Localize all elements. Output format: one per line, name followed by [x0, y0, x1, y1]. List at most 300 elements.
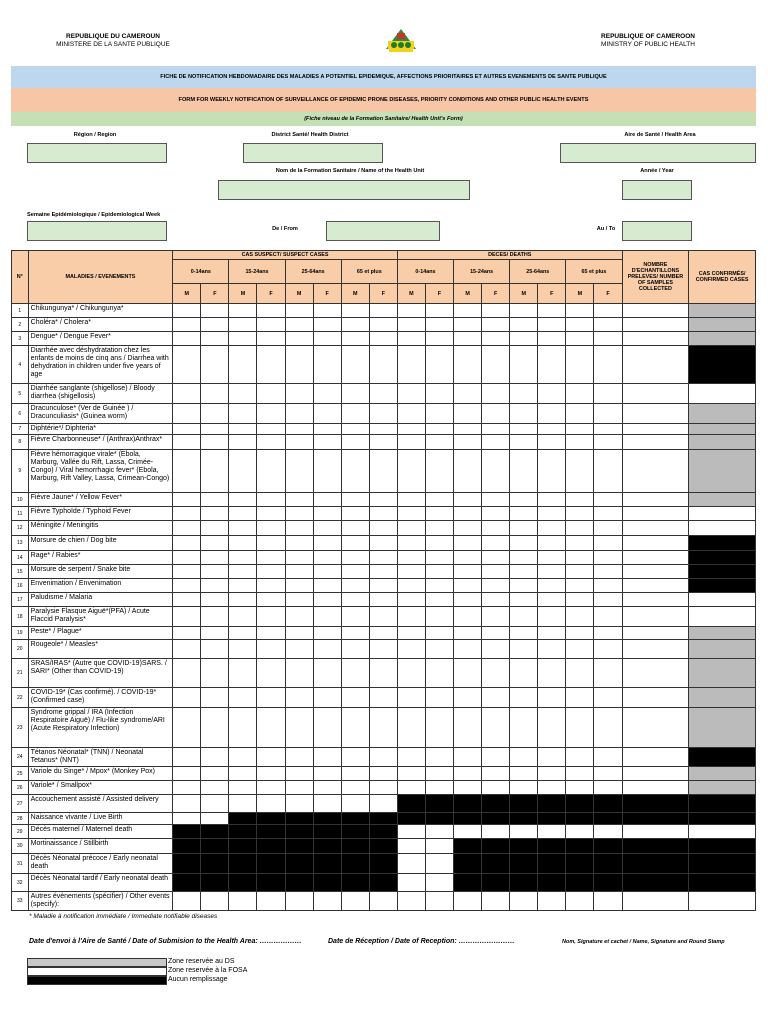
death-cell[interactable]	[510, 551, 538, 565]
death-cell[interactable]	[454, 708, 482, 748]
suspect-case-cell[interactable]	[173, 708, 201, 748]
suspect-case-cell[interactable]	[229, 435, 257, 450]
suspect-case-cell[interactable]	[369, 781, 397, 795]
death-cell[interactable]	[425, 507, 453, 521]
death-cell[interactable]	[397, 404, 425, 424]
death-cell[interactable]	[454, 607, 482, 627]
death-cell[interactable]	[594, 384, 622, 404]
suspect-case-cell[interactable]	[341, 659, 369, 688]
death-cell[interactable]	[425, 748, 453, 767]
death-cell[interactable]	[566, 521, 594, 536]
suspect-case-cell[interactable]	[257, 493, 285, 507]
samples-cell[interactable]	[622, 521, 689, 536]
suspect-case-cell[interactable]	[341, 304, 369, 318]
death-cell[interactable]	[425, 384, 453, 404]
samples-cell[interactable]	[622, 507, 689, 521]
suspect-case-cell[interactable]	[229, 607, 257, 627]
suspect-case-cell[interactable]	[201, 435, 229, 450]
suspect-case-cell[interactable]	[369, 708, 397, 748]
suspect-case-cell[interactable]	[229, 507, 257, 521]
suspect-case-cell[interactable]	[341, 404, 369, 424]
confirmed-cell[interactable]	[689, 384, 756, 404]
death-cell[interactable]	[425, 854, 453, 874]
death-cell[interactable]	[566, 781, 594, 795]
suspect-case-cell[interactable]	[173, 346, 201, 384]
death-cell[interactable]	[594, 708, 622, 748]
suspect-case-cell[interactable]	[201, 607, 229, 627]
death-cell[interactable]	[454, 627, 482, 640]
suspect-case-cell[interactable]	[369, 640, 397, 659]
suspect-case-cell[interactable]	[173, 640, 201, 659]
confirmed-cell[interactable]	[689, 593, 756, 607]
suspect-case-cell[interactable]	[285, 767, 313, 781]
suspect-case-cell[interactable]	[285, 346, 313, 384]
death-cell[interactable]	[594, 748, 622, 767]
suspect-case-cell[interactable]	[313, 767, 341, 781]
death-cell[interactable]	[510, 640, 538, 659]
suspect-case-cell[interactable]	[257, 332, 285, 346]
death-cell[interactable]	[538, 565, 566, 579]
suspect-case-cell[interactable]	[369, 565, 397, 579]
samples-cell[interactable]	[622, 551, 689, 565]
death-cell[interactable]	[510, 579, 538, 593]
death-cell[interactable]	[425, 346, 453, 384]
death-cell[interactable]	[594, 551, 622, 565]
suspect-case-cell[interactable]	[173, 318, 201, 332]
death-cell[interactable]	[454, 688, 482, 708]
death-cell[interactable]	[566, 748, 594, 767]
death-cell[interactable]	[594, 627, 622, 640]
death-cell[interactable]	[482, 493, 510, 507]
death-cell[interactable]	[538, 767, 566, 781]
suspect-case-cell[interactable]	[341, 767, 369, 781]
suspect-case-cell[interactable]	[341, 332, 369, 346]
death-cell[interactable]	[397, 892, 425, 911]
samples-cell[interactable]	[622, 565, 689, 579]
suspect-case-cell[interactable]	[369, 748, 397, 767]
confirmed-cell[interactable]	[689, 607, 756, 627]
suspect-case-cell[interactable]	[173, 767, 201, 781]
suspect-case-cell[interactable]	[229, 593, 257, 607]
suspect-case-cell[interactable]	[229, 565, 257, 579]
suspect-case-cell[interactable]	[201, 384, 229, 404]
death-cell[interactable]	[594, 435, 622, 450]
suspect-case-cell[interactable]	[341, 627, 369, 640]
suspect-case-cell[interactable]	[173, 579, 201, 593]
death-cell[interactable]	[538, 781, 566, 795]
death-cell[interactable]	[594, 450, 622, 493]
death-cell[interactable]	[454, 640, 482, 659]
death-cell[interactable]	[425, 579, 453, 593]
suspect-case-cell[interactable]	[201, 507, 229, 521]
suspect-case-cell[interactable]	[285, 435, 313, 450]
death-cell[interactable]	[482, 708, 510, 748]
death-cell[interactable]	[482, 304, 510, 318]
death-cell[interactable]	[482, 346, 510, 384]
suspect-case-cell[interactable]	[341, 318, 369, 332]
death-cell[interactable]	[425, 627, 453, 640]
samples-cell[interactable]	[622, 384, 689, 404]
suspect-case-cell[interactable]	[285, 708, 313, 748]
death-cell[interactable]	[510, 892, 538, 911]
death-cell[interactable]	[566, 593, 594, 607]
death-cell[interactable]	[425, 874, 453, 892]
death-cell[interactable]	[566, 659, 594, 688]
suspect-case-cell[interactable]	[369, 521, 397, 536]
suspect-case-cell[interactable]	[285, 659, 313, 688]
suspect-case-cell[interactable]	[285, 304, 313, 318]
suspect-case-cell[interactable]	[173, 435, 201, 450]
death-cell[interactable]	[425, 708, 453, 748]
suspect-case-cell[interactable]	[369, 332, 397, 346]
death-cell[interactable]	[510, 507, 538, 521]
suspect-case-cell[interactable]	[201, 450, 229, 493]
death-cell[interactable]	[425, 304, 453, 318]
suspect-case-cell[interactable]	[285, 404, 313, 424]
death-cell[interactable]	[397, 565, 425, 579]
death-cell[interactable]	[538, 659, 566, 688]
death-cell[interactable]	[510, 627, 538, 640]
suspect-case-cell[interactable]	[285, 493, 313, 507]
suspect-case-cell[interactable]	[257, 892, 285, 911]
health-unit-field[interactable]	[218, 180, 470, 200]
death-cell[interactable]	[397, 579, 425, 593]
death-cell[interactable]	[538, 435, 566, 450]
suspect-case-cell[interactable]	[369, 304, 397, 318]
death-cell[interactable]	[454, 767, 482, 781]
death-cell[interactable]	[594, 781, 622, 795]
region-field[interactable]	[27, 143, 167, 163]
suspect-case-cell[interactable]	[173, 593, 201, 607]
death-cell[interactable]	[594, 304, 622, 318]
samples-cell[interactable]	[622, 781, 689, 795]
death-cell[interactable]	[594, 593, 622, 607]
confirmed-cell[interactable]	[689, 825, 756, 839]
death-cell[interactable]	[538, 688, 566, 708]
death-cell[interactable]	[566, 767, 594, 781]
suspect-case-cell[interactable]	[201, 565, 229, 579]
death-cell[interactable]	[482, 607, 510, 627]
death-cell[interactable]	[538, 521, 566, 536]
suspect-case-cell[interactable]	[285, 521, 313, 536]
death-cell[interactable]	[397, 424, 425, 435]
death-cell[interactable]	[454, 332, 482, 346]
suspect-case-cell[interactable]	[229, 627, 257, 640]
suspect-case-cell[interactable]	[257, 627, 285, 640]
death-cell[interactable]	[594, 346, 622, 384]
suspect-case-cell[interactable]	[201, 892, 229, 911]
samples-cell[interactable]	[622, 892, 689, 911]
death-cell[interactable]	[594, 318, 622, 332]
suspect-case-cell[interactable]	[369, 507, 397, 521]
death-cell[interactable]	[510, 346, 538, 384]
suspect-case-cell[interactable]	[369, 627, 397, 640]
death-cell[interactable]	[425, 404, 453, 424]
death-cell[interactable]	[397, 825, 425, 839]
death-cell[interactable]	[510, 748, 538, 767]
suspect-case-cell[interactable]	[341, 708, 369, 748]
suspect-case-cell[interactable]	[201, 318, 229, 332]
suspect-case-cell[interactable]	[257, 795, 285, 813]
suspect-case-cell[interactable]	[201, 627, 229, 640]
suspect-case-cell[interactable]	[229, 424, 257, 435]
death-cell[interactable]	[454, 521, 482, 536]
death-cell[interactable]	[397, 708, 425, 748]
death-cell[interactable]	[397, 748, 425, 767]
death-cell[interactable]	[454, 593, 482, 607]
death-cell[interactable]	[397, 659, 425, 688]
death-cell[interactable]	[510, 565, 538, 579]
death-cell[interactable]	[510, 384, 538, 404]
death-cell[interactable]	[482, 507, 510, 521]
death-cell[interactable]	[510, 536, 538, 551]
death-cell[interactable]	[397, 607, 425, 627]
death-cell[interactable]	[566, 607, 594, 627]
suspect-case-cell[interactable]	[173, 565, 201, 579]
death-cell[interactable]	[538, 607, 566, 627]
death-cell[interactable]	[566, 424, 594, 435]
suspect-case-cell[interactable]	[173, 450, 201, 493]
death-cell[interactable]	[454, 493, 482, 507]
suspect-case-cell[interactable]	[201, 536, 229, 551]
death-cell[interactable]	[538, 304, 566, 318]
suspect-case-cell[interactable]	[257, 536, 285, 551]
suspect-case-cell[interactable]	[313, 304, 341, 318]
death-cell[interactable]	[566, 435, 594, 450]
suspect-case-cell[interactable]	[341, 521, 369, 536]
suspect-case-cell[interactable]	[285, 781, 313, 795]
suspect-case-cell[interactable]	[313, 579, 341, 593]
death-cell[interactable]	[594, 825, 622, 839]
suspect-case-cell[interactable]	[201, 659, 229, 688]
death-cell[interactable]	[566, 404, 594, 424]
death-cell[interactable]	[397, 839, 425, 854]
death-cell[interactable]	[425, 565, 453, 579]
suspect-case-cell[interactable]	[173, 688, 201, 708]
suspect-case-cell[interactable]	[313, 565, 341, 579]
suspect-case-cell[interactable]	[173, 781, 201, 795]
death-cell[interactable]	[425, 551, 453, 565]
samples-cell[interactable]	[622, 767, 689, 781]
suspect-case-cell[interactable]	[173, 748, 201, 767]
death-cell[interactable]	[425, 839, 453, 854]
samples-cell[interactable]	[622, 607, 689, 627]
death-cell[interactable]	[510, 825, 538, 839]
death-cell[interactable]	[482, 579, 510, 593]
suspect-case-cell[interactable]	[285, 424, 313, 435]
death-cell[interactable]	[454, 507, 482, 521]
suspect-case-cell[interactable]	[257, 767, 285, 781]
suspect-case-cell[interactable]	[369, 318, 397, 332]
death-cell[interactable]	[482, 318, 510, 332]
death-cell[interactable]	[594, 579, 622, 593]
death-cell[interactable]	[482, 825, 510, 839]
suspect-case-cell[interactable]	[341, 892, 369, 911]
suspect-case-cell[interactable]	[201, 332, 229, 346]
death-cell[interactable]	[594, 892, 622, 911]
death-cell[interactable]	[397, 536, 425, 551]
suspect-case-cell[interactable]	[285, 332, 313, 346]
suspect-case-cell[interactable]	[229, 748, 257, 767]
samples-cell[interactable]	[622, 640, 689, 659]
death-cell[interactable]	[538, 627, 566, 640]
suspect-case-cell[interactable]	[313, 346, 341, 384]
death-cell[interactable]	[454, 304, 482, 318]
death-cell[interactable]	[566, 332, 594, 346]
death-cell[interactable]	[454, 435, 482, 450]
death-cell[interactable]	[454, 579, 482, 593]
suspect-case-cell[interactable]	[201, 551, 229, 565]
suspect-case-cell[interactable]	[341, 384, 369, 404]
suspect-case-cell[interactable]	[369, 493, 397, 507]
suspect-case-cell[interactable]	[369, 424, 397, 435]
death-cell[interactable]	[538, 892, 566, 911]
death-cell[interactable]	[594, 332, 622, 346]
suspect-case-cell[interactable]	[201, 304, 229, 318]
samples-cell[interactable]	[622, 435, 689, 450]
death-cell[interactable]	[397, 627, 425, 640]
death-cell[interactable]	[454, 659, 482, 688]
death-cell[interactable]	[538, 536, 566, 551]
suspect-case-cell[interactable]	[369, 892, 397, 911]
suspect-case-cell[interactable]	[257, 450, 285, 493]
death-cell[interactable]	[397, 304, 425, 318]
death-cell[interactable]	[425, 688, 453, 708]
suspect-case-cell[interactable]	[285, 450, 313, 493]
samples-cell[interactable]	[622, 346, 689, 384]
suspect-case-cell[interactable]	[257, 424, 285, 435]
suspect-case-cell[interactable]	[257, 346, 285, 384]
death-cell[interactable]	[482, 640, 510, 659]
suspect-case-cell[interactable]	[229, 536, 257, 551]
suspect-case-cell[interactable]	[369, 346, 397, 384]
death-cell[interactable]	[482, 551, 510, 565]
death-cell[interactable]	[510, 404, 538, 424]
suspect-case-cell[interactable]	[341, 536, 369, 551]
death-cell[interactable]	[566, 304, 594, 318]
death-cell[interactable]	[566, 688, 594, 708]
suspect-case-cell[interactable]	[285, 627, 313, 640]
death-cell[interactable]	[482, 659, 510, 688]
year-field[interactable]	[622, 180, 692, 200]
death-cell[interactable]	[397, 854, 425, 874]
death-cell[interactable]	[425, 825, 453, 839]
suspect-case-cell[interactable]	[313, 450, 341, 493]
death-cell[interactable]	[397, 593, 425, 607]
suspect-case-cell[interactable]	[201, 521, 229, 536]
samples-cell[interactable]	[622, 688, 689, 708]
samples-cell[interactable]	[622, 304, 689, 318]
epi-week-field[interactable]	[27, 221, 167, 241]
suspect-case-cell[interactable]	[229, 781, 257, 795]
death-cell[interactable]	[397, 493, 425, 507]
suspect-case-cell[interactable]	[229, 404, 257, 424]
death-cell[interactable]	[482, 593, 510, 607]
suspect-case-cell[interactable]	[257, 659, 285, 688]
suspect-case-cell[interactable]	[313, 384, 341, 404]
death-cell[interactable]	[482, 435, 510, 450]
death-cell[interactable]	[566, 892, 594, 911]
death-cell[interactable]	[397, 318, 425, 332]
suspect-case-cell[interactable]	[341, 435, 369, 450]
death-cell[interactable]	[454, 748, 482, 767]
suspect-case-cell[interactable]	[173, 536, 201, 551]
suspect-case-cell[interactable]	[201, 813, 229, 825]
suspect-case-cell[interactable]	[369, 404, 397, 424]
samples-cell[interactable]	[622, 332, 689, 346]
suspect-case-cell[interactable]	[201, 748, 229, 767]
death-cell[interactable]	[425, 318, 453, 332]
death-cell[interactable]	[454, 892, 482, 911]
from-date-field[interactable]	[326, 221, 440, 241]
suspect-case-cell[interactable]	[313, 493, 341, 507]
suspect-case-cell[interactable]	[173, 627, 201, 640]
suspect-case-cell[interactable]	[313, 593, 341, 607]
suspect-case-cell[interactable]	[257, 640, 285, 659]
suspect-case-cell[interactable]	[285, 593, 313, 607]
death-cell[interactable]	[425, 332, 453, 346]
death-cell[interactable]	[510, 708, 538, 748]
suspect-case-cell[interactable]	[341, 551, 369, 565]
suspect-case-cell[interactable]	[341, 507, 369, 521]
suspect-case-cell[interactable]	[257, 318, 285, 332]
suspect-case-cell[interactable]	[285, 536, 313, 551]
death-cell[interactable]	[454, 346, 482, 384]
death-cell[interactable]	[510, 767, 538, 781]
death-cell[interactable]	[538, 493, 566, 507]
death-cell[interactable]	[425, 450, 453, 493]
death-cell[interactable]	[425, 493, 453, 507]
death-cell[interactable]	[566, 346, 594, 384]
death-cell[interactable]	[425, 640, 453, 659]
death-cell[interactable]	[566, 640, 594, 659]
suspect-case-cell[interactable]	[369, 450, 397, 493]
suspect-case-cell[interactable]	[173, 304, 201, 318]
death-cell[interactable]	[594, 767, 622, 781]
suspect-case-cell[interactable]	[313, 607, 341, 627]
confirmed-cell[interactable]	[689, 892, 756, 911]
death-cell[interactable]	[482, 892, 510, 911]
death-cell[interactable]	[425, 536, 453, 551]
suspect-case-cell[interactable]	[313, 332, 341, 346]
suspect-case-cell[interactable]	[313, 318, 341, 332]
suspect-case-cell[interactable]	[285, 565, 313, 579]
suspect-case-cell[interactable]	[313, 748, 341, 767]
death-cell[interactable]	[510, 521, 538, 536]
samples-cell[interactable]	[622, 825, 689, 839]
death-cell[interactable]	[566, 507, 594, 521]
death-cell[interactable]	[425, 424, 453, 435]
suspect-case-cell[interactable]	[257, 579, 285, 593]
suspect-case-cell[interactable]	[257, 435, 285, 450]
death-cell[interactable]	[566, 551, 594, 565]
suspect-case-cell[interactable]	[369, 536, 397, 551]
samples-cell[interactable]	[622, 318, 689, 332]
suspect-case-cell[interactable]	[201, 424, 229, 435]
death-cell[interactable]	[397, 450, 425, 493]
death-cell[interactable]	[566, 579, 594, 593]
death-cell[interactable]	[594, 507, 622, 521]
suspect-case-cell[interactable]	[285, 892, 313, 911]
suspect-case-cell[interactable]	[369, 384, 397, 404]
suspect-case-cell[interactable]	[341, 593, 369, 607]
suspect-case-cell[interactable]	[229, 346, 257, 384]
samples-cell[interactable]	[622, 536, 689, 551]
death-cell[interactable]	[510, 593, 538, 607]
suspect-case-cell[interactable]	[257, 607, 285, 627]
suspect-case-cell[interactable]	[369, 607, 397, 627]
suspect-case-cell[interactable]	[173, 607, 201, 627]
